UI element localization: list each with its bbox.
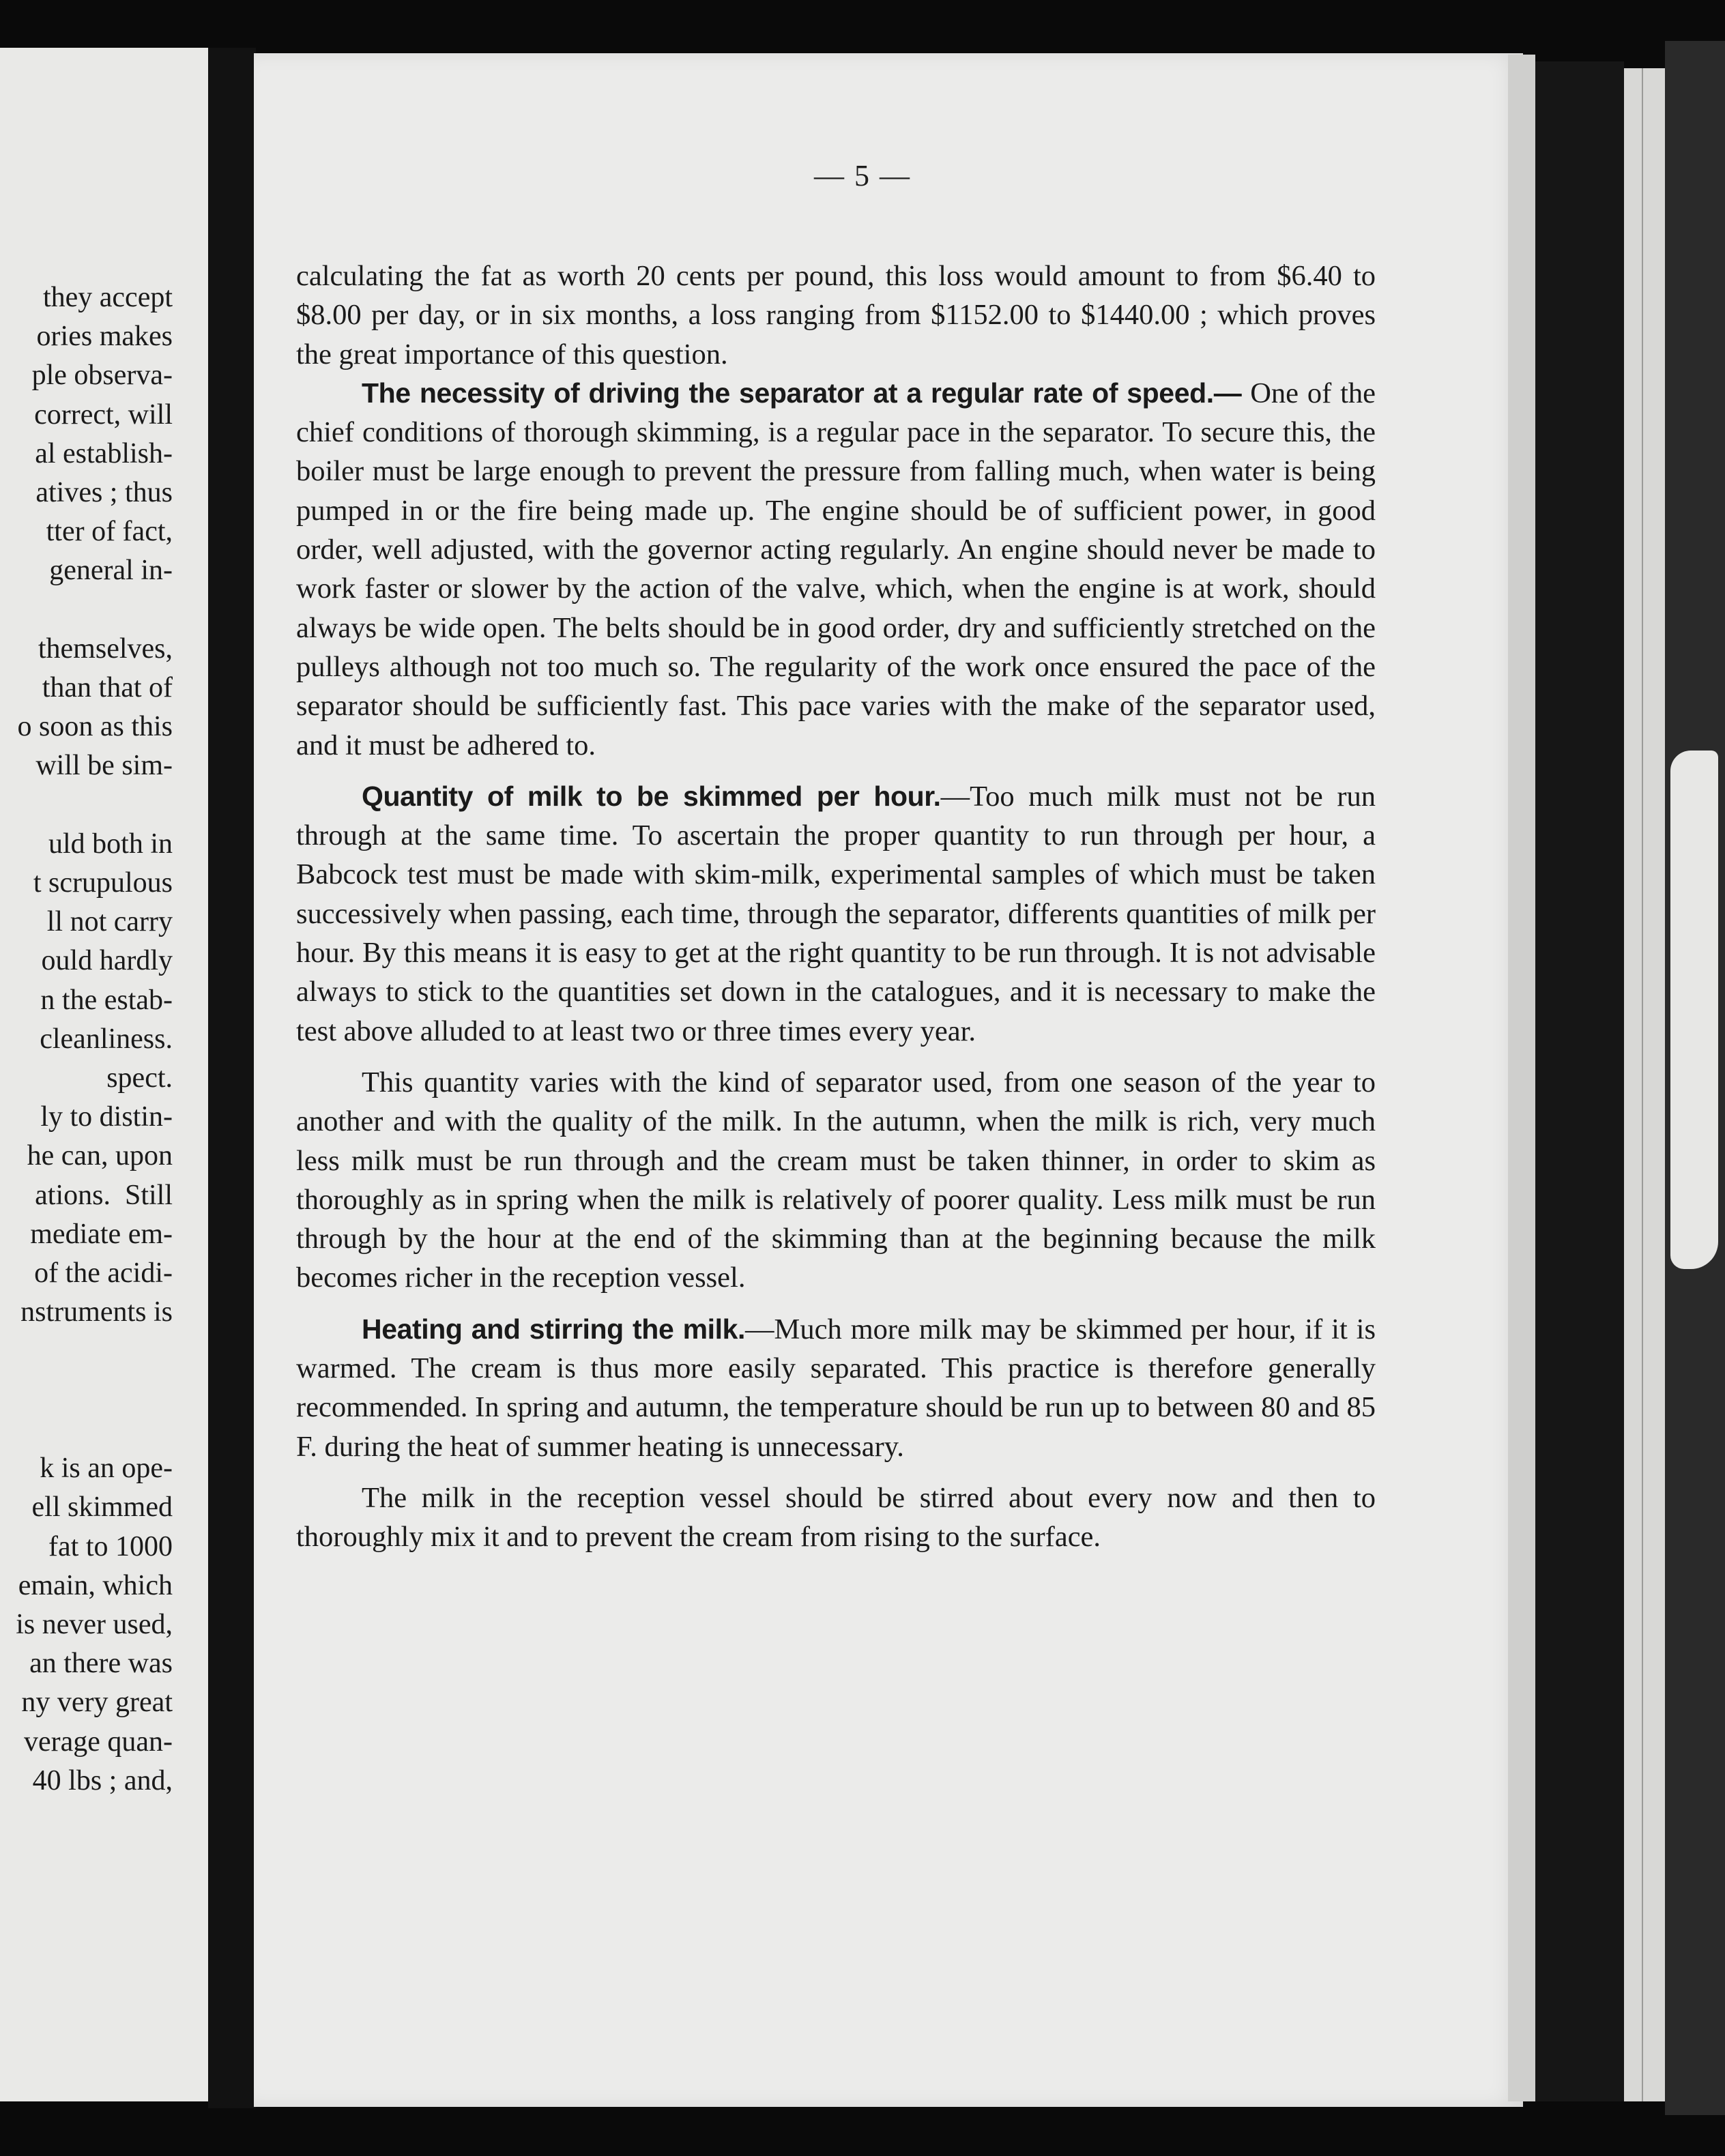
left-page-line: ories makes xyxy=(36,321,173,353)
section-body-regular-speed: One of the chief conditions of thorough skimming, is a regular pace in the separator. To secure this, the boiler must be large enough to prevent the pressure from falling much, when water is being pumped in or the fire being made up. The engine should be of sufficient power, in good order, well adjusted, with the governor acting regularly. An engine should never be made to work faster or slower by the action of the valve, which, when the engine is at work, should always be wide open. The belts should be in good order, dry and sufficiently stretched on the pulleys although not too much so. The regularity of the work once ensured the pace of the separator should be sufficiently fast. This pace varies with the make of the separator used, and it must be adhered to. xyxy=(296,377,1376,761)
section-body-quantity: —Too much milk must not be run through at the same time. To ascertain the proper quantity to run through per hour, a Babcock test must be made with skim-milk, experimental samples of which must be taken successively when passing, each time, through the separator, differents quantities of milk per hour. By this means it is easy to get at the right quantity to be run through. It is not advisable always to stick to the quantities set down in the catalogues, and it is necessary to make the test above alluded to at least two or three times every year. xyxy=(296,780,1376,1047)
left-page-line xyxy=(16,1371,173,1410)
left-page-line: tter of fact, xyxy=(46,516,173,548)
left-page-line: emain, which xyxy=(18,1569,173,1601)
left-page-line: they accept xyxy=(42,282,173,313)
left-page-line: an there was xyxy=(29,1648,173,1680)
left-page-line: nstruments is xyxy=(20,1296,173,1328)
left-page-line: verage quan- xyxy=(23,1725,173,1758)
left-page-line xyxy=(16,1410,173,1449)
left-page-line: uld both in xyxy=(48,828,173,860)
left-page-line: he can, upon xyxy=(27,1140,173,1172)
paragraph-quantity-varies: This quantity varies with the kind of separator used, from one season of the year to another and with the quality of the milk. In the autumn, when the milk is rich, very much less milk must be run through and the cream must be taken thinner, in order to skim as thoroughly as in spring when the milk is relatively of poorer quality. Less milk must be run through by the hour at the end of the skimming than at the beginning because the milk becomes richer in the reception vessel. xyxy=(296,1066,1376,1294)
paragraph-regular-speed xyxy=(296,374,1376,765)
page-seam xyxy=(1642,68,1643,2101)
background-right xyxy=(1665,41,1725,2115)
background-object xyxy=(1670,751,1718,1269)
left-page-line: ell skimmed xyxy=(31,1491,173,1524)
paragraph-fat-loss: calculating the fat as worth 20 cents per pound, this loss would amount to from $6.40 to $8.00 per day, or in six months, a loss ranging from $1152.00 to $1440.00 ; which proves the great importance of this question. xyxy=(296,260,1376,370)
left-page-line: o soon as this xyxy=(17,711,173,743)
section-body-heating: —Much more milk may be skimmed per hour, if it is warmed. The cream is thus more easily separated. This practice is therefore generally recommended. In spring and autumn, the temperature should be run up to between 80 and 85 F. during the heat of summer heating is unnecessary. xyxy=(296,1313,1376,1463)
section-heading-heating: Heating and stirring the milk. xyxy=(362,1313,746,1345)
paragraph-heating xyxy=(296,1310,1376,1466)
left-page-line xyxy=(16,1332,173,1371)
left-page-line: than that of xyxy=(42,672,173,704)
left-page-line: ould hardly xyxy=(41,945,173,977)
left-page-line: ple observa- xyxy=(31,360,173,392)
left-page-line xyxy=(16,786,173,825)
left-page-line: cleanliness. xyxy=(40,1023,173,1055)
left-page-text xyxy=(16,278,173,1801)
section-heading-regular-speed: The necessity of driving the separator at a regular rate of speed.— xyxy=(362,377,1242,409)
paragraph-stirring: The milk in the reception vessel should be stirred about every now and then to thoroughly mix it and to prevent the cream from rising to the surface. xyxy=(296,1481,1376,1554)
left-page-line: n the estab- xyxy=(40,984,173,1016)
left-page-line xyxy=(16,591,173,630)
book-cover-shadow xyxy=(1535,61,1624,2101)
left-page-line: general in- xyxy=(49,555,173,587)
left-page-line: al establish- xyxy=(35,437,173,469)
left-page-line: k is an ope- xyxy=(40,1453,173,1485)
left-page-line: atives ; thus xyxy=(35,477,173,509)
left-page-line: t scrupulous xyxy=(33,867,173,899)
left-page-line: correct, will xyxy=(34,398,173,431)
left-facing-page xyxy=(0,48,208,2101)
left-page-line: mediate em- xyxy=(30,1218,173,1250)
page-edge xyxy=(1508,55,1535,2101)
stacked-page-edges xyxy=(1624,68,1665,2101)
left-page-line: 40 lbs ; and, xyxy=(32,1764,173,1796)
left-page-line: themselves, xyxy=(38,632,173,665)
left-page-line: fat to 1000 xyxy=(48,1530,173,1562)
left-page-line: is never used, xyxy=(16,1608,173,1640)
left-page-line: ly to distin- xyxy=(40,1101,173,1133)
left-page-line: spect. xyxy=(106,1062,173,1094)
left-page-line: ll not carry xyxy=(46,906,173,938)
paragraph-quantity-per-hour xyxy=(296,777,1376,1051)
left-page-line: ny very great xyxy=(21,1687,173,1719)
left-page-line: ations. Still xyxy=(35,1179,173,1211)
book-gutter xyxy=(208,48,256,2108)
page-body xyxy=(296,257,1376,1557)
left-page-line: will be sim- xyxy=(35,750,173,782)
page-number: — 5 — xyxy=(814,159,911,192)
left-page-line: of the acidi- xyxy=(34,1257,173,1290)
section-heading-quantity: Quantity of milk to be skimmed per hour. xyxy=(362,780,941,812)
